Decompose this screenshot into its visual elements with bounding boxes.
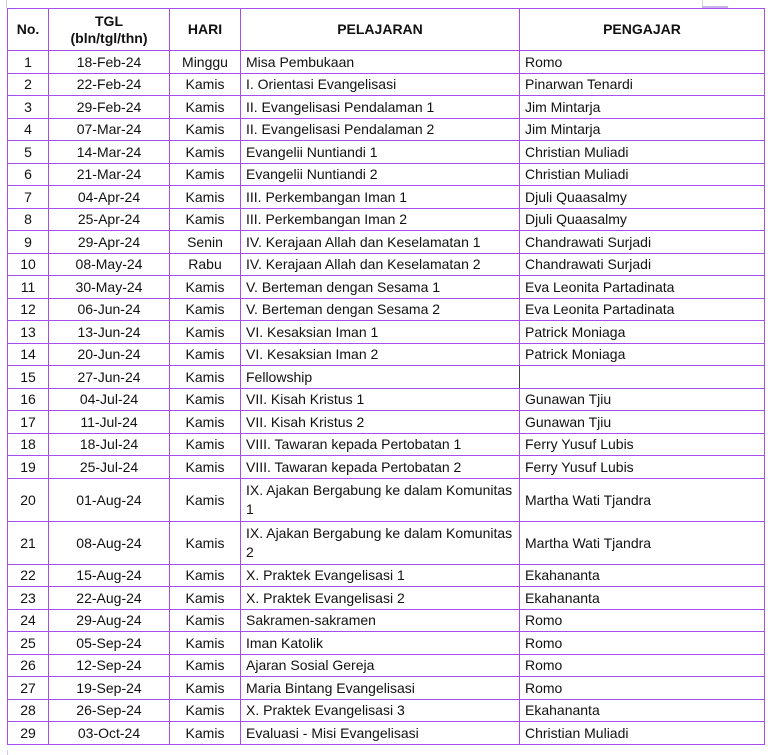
cell-pelajaran: Misa Pembukaan bbox=[241, 51, 520, 74]
cell-no: 26 bbox=[8, 654, 49, 677]
cell-hari: Minggu bbox=[170, 51, 241, 74]
cell-pengajar: Ekahananta bbox=[520, 587, 765, 610]
cell-hari: Kamis bbox=[170, 208, 241, 231]
cell-hari: Kamis bbox=[170, 388, 241, 411]
header-tgl-line2: (bln/tgl/thn) bbox=[70, 29, 148, 46]
cell-pengajar: Jim Mintarja bbox=[520, 96, 765, 119]
table-row bbox=[8, 411, 765, 434]
cell-pengajar: Chandrawati Surjadi bbox=[520, 231, 765, 254]
cell-tgl: 13-Jun-24 bbox=[49, 321, 170, 344]
cell-pelajaran: VII. Kisah Kristus 2 bbox=[241, 411, 520, 434]
cell-hari: Kamis bbox=[170, 298, 241, 321]
cell-tgl: 05-Sep-24 bbox=[49, 632, 170, 655]
cell-hari: Kamis bbox=[170, 186, 241, 209]
cell-hari: Kamis bbox=[170, 321, 241, 344]
cell-tgl: 15-Aug-24 bbox=[49, 564, 170, 587]
cell-no: 18 bbox=[8, 433, 49, 456]
cell-no: 22 bbox=[8, 564, 49, 587]
cell-pelajaran: Fellowship bbox=[241, 366, 520, 389]
cell-no: 1 bbox=[8, 51, 49, 74]
cell-pelajaran: Maria Bintang Evangelisasi bbox=[241, 677, 520, 700]
cell-hari: Kamis bbox=[170, 73, 241, 96]
table-row bbox=[8, 587, 765, 610]
cell-no: 11 bbox=[8, 276, 49, 299]
cell-no: 29 bbox=[8, 722, 49, 745]
cell-no: 20 bbox=[8, 478, 49, 521]
table-row bbox=[8, 51, 765, 74]
cell-no: 6 bbox=[8, 163, 49, 186]
cell-pelajaran: III. Perkembangan Iman 1 bbox=[241, 186, 520, 209]
table-row bbox=[8, 609, 765, 632]
cell-hari: Rabu bbox=[170, 253, 241, 276]
table-row bbox=[8, 163, 765, 186]
cell-tgl: 03-Oct-24 bbox=[49, 722, 170, 745]
cell-tgl: 04-Apr-24 bbox=[49, 186, 170, 209]
cell-tgl: 22-Feb-24 bbox=[49, 73, 170, 96]
table-row bbox=[8, 96, 765, 119]
cell-pelajaran: V. Berteman dengan Sesama 2 bbox=[241, 298, 520, 321]
table-row bbox=[8, 276, 765, 299]
cell-pengajar: Jim Mintarja bbox=[520, 118, 765, 141]
cell-hari: Kamis bbox=[170, 478, 241, 521]
cell-tgl: 19-Sep-24 bbox=[49, 677, 170, 700]
next-row-edge bbox=[7, 750, 765, 755]
cell-pelajaran: X. Praktek Evangelisasi 1 bbox=[241, 564, 520, 587]
table-row bbox=[8, 478, 765, 521]
cell-pengajar: Patrick Moniaga bbox=[520, 321, 765, 344]
cell-hari: Kamis bbox=[170, 632, 241, 655]
table-row bbox=[8, 456, 765, 479]
table-row bbox=[8, 677, 765, 700]
header-row bbox=[8, 9, 765, 51]
cell-tgl: 29-Apr-24 bbox=[49, 231, 170, 254]
cell-hari: Kamis bbox=[170, 699, 241, 722]
table-row bbox=[8, 366, 765, 389]
table-row bbox=[8, 321, 765, 344]
cell-pelajaran: VII. Kisah Kristus 1 bbox=[241, 388, 520, 411]
cell-hari: Kamis bbox=[170, 654, 241, 677]
header-no: No. bbox=[8, 9, 49, 51]
table-row bbox=[8, 253, 765, 276]
cell-pengajar: Romo bbox=[520, 51, 765, 74]
table-row bbox=[8, 564, 765, 587]
cell-tgl: 18-Jul-24 bbox=[49, 433, 170, 456]
cell-tgl: 29-Aug-24 bbox=[49, 609, 170, 632]
cell-pelajaran: Evangelii Nuntiandi 1 bbox=[241, 141, 520, 164]
header-pelajaran: PELAJARAN bbox=[241, 9, 520, 51]
cell-tgl: 06-Jun-24 bbox=[49, 298, 170, 321]
schedule-body bbox=[8, 51, 765, 745]
header-tgl bbox=[49, 9, 170, 51]
table-row bbox=[8, 73, 765, 96]
schedule-table bbox=[7, 8, 765, 745]
table-row bbox=[8, 433, 765, 456]
cell-no: 10 bbox=[8, 253, 49, 276]
cell-hari: Kamis bbox=[170, 722, 241, 745]
cell-pengajar: Gunawan Tjiu bbox=[520, 411, 765, 434]
cell-tgl: 11-Jul-24 bbox=[49, 411, 170, 434]
sheet-corner-line bbox=[0, 0, 7, 8]
cell-no: 9 bbox=[8, 231, 49, 254]
cell-pelajaran: X. Praktek Evangelisasi 3 bbox=[241, 699, 520, 722]
table-row bbox=[8, 141, 765, 164]
cell-pengajar: Romo bbox=[520, 609, 765, 632]
cell-hari: Kamis bbox=[170, 609, 241, 632]
cell-pelajaran: IV. Kerajaan Allah dan Keselamatan 1 bbox=[241, 231, 520, 254]
cell-hari: Kamis bbox=[170, 163, 241, 186]
cell-no: 16 bbox=[8, 388, 49, 411]
cell-pelajaran: II. Evangelisasi Pendalaman 1 bbox=[241, 96, 520, 119]
cell-no: 14 bbox=[8, 343, 49, 366]
cell-pelajaran: II. Evangelisasi Pendalaman 2 bbox=[241, 118, 520, 141]
cell-no: 15 bbox=[8, 366, 49, 389]
cell-pelajaran: IX. Ajakan Bergabung ke dalam Komunitas 2 bbox=[241, 521, 520, 564]
cell-tgl: 21-Mar-24 bbox=[49, 163, 170, 186]
cell-tgl: 26-Sep-24 bbox=[49, 699, 170, 722]
cell-no: 21 bbox=[8, 521, 49, 564]
cell-tgl: 18-Feb-24 bbox=[49, 51, 170, 74]
cell-no: 13 bbox=[8, 321, 49, 344]
table-row bbox=[8, 521, 765, 564]
table-row bbox=[8, 388, 765, 411]
cell-no: 25 bbox=[8, 632, 49, 655]
cell-no: 23 bbox=[8, 587, 49, 610]
cell-pelajaran: IV. Kerajaan Allah dan Keselamatan 2 bbox=[241, 253, 520, 276]
cell-no: 7 bbox=[8, 186, 49, 209]
cell-hari: Kamis bbox=[170, 433, 241, 456]
cell-pengajar: Ferry Yusuf Lubis bbox=[520, 433, 765, 456]
header-pengajar: PENGAJAR bbox=[520, 9, 765, 51]
cell-pelajaran: Sakramen-sakramen bbox=[241, 609, 520, 632]
cell-hari: Kamis bbox=[170, 343, 241, 366]
cell-pelajaran: VI. Kesaksian Iman 2 bbox=[241, 343, 520, 366]
cell-pengajar: Eva Leonita Partadinata bbox=[520, 298, 765, 321]
cell-pengajar: Djuli Quaasalmy bbox=[520, 186, 765, 209]
cell-pengajar: Ferry Yusuf Lubis bbox=[520, 456, 765, 479]
cell-no: 27 bbox=[8, 677, 49, 700]
cell-pengajar: Chandrawati Surjadi bbox=[520, 253, 765, 276]
cell-no: 19 bbox=[8, 456, 49, 479]
cell-tgl: 01-Aug-24 bbox=[49, 478, 170, 521]
cell-pelajaran: Ajaran Sosial Gereja bbox=[241, 654, 520, 677]
cell-no: 5 bbox=[8, 141, 49, 164]
cell-pengajar: Patrick Moniaga bbox=[520, 343, 765, 366]
table-row bbox=[8, 208, 765, 231]
cell-pengajar: Ekahananta bbox=[520, 699, 765, 722]
cell-hari: Kamis bbox=[170, 677, 241, 700]
cell-tgl: 25-Jul-24 bbox=[49, 456, 170, 479]
cell-hari: Kamis bbox=[170, 587, 241, 610]
cell-pengajar: Pinarwan Tenardi bbox=[520, 73, 765, 96]
cell-hari: Kamis bbox=[170, 411, 241, 434]
cell-hari: Kamis bbox=[170, 366, 241, 389]
cell-pengajar: Christian Muliadi bbox=[520, 722, 765, 745]
cell-pelajaran: Evaluasi - Misi Evangelisasi bbox=[241, 722, 520, 745]
cell-no: 2 bbox=[8, 73, 49, 96]
cell-pelajaran: VIII. Tawaran kepada Pertobatan 1 bbox=[241, 433, 520, 456]
cell-pelajaran: V. Berteman dengan Sesama 1 bbox=[241, 276, 520, 299]
cell-no: 24 bbox=[8, 609, 49, 632]
cell-no: 8 bbox=[8, 208, 49, 231]
cell-tgl: 04-Jul-24 bbox=[49, 388, 170, 411]
cell-pengajar: Gunawan Tjiu bbox=[520, 388, 765, 411]
cell-no: 3 bbox=[8, 96, 49, 119]
cell-pelajaran: VIII. Tawaran kepada Pertobatan 2 bbox=[241, 456, 520, 479]
cell-tgl: 27-Jun-24 bbox=[49, 366, 170, 389]
cell-tgl: 20-Jun-24 bbox=[49, 343, 170, 366]
cell-pengajar: Djuli Quaasalmy bbox=[520, 208, 765, 231]
header-hari: HARI bbox=[170, 9, 241, 51]
cell-tgl: 25-Apr-24 bbox=[49, 208, 170, 231]
table-row bbox=[8, 118, 765, 141]
cell-pengajar bbox=[520, 366, 765, 389]
cell-pelajaran: Iman Katolik bbox=[241, 632, 520, 655]
cell-no: 12 bbox=[8, 298, 49, 321]
cell-hari: Kamis bbox=[170, 521, 241, 564]
cell-pengajar: Eva Leonita Partadinata bbox=[520, 276, 765, 299]
cell-no: 4 bbox=[8, 118, 49, 141]
cell-pengajar: Christian Muliadi bbox=[520, 163, 765, 186]
cell-pengajar: Romo bbox=[520, 632, 765, 655]
cell-hari: Kamis bbox=[170, 276, 241, 299]
cell-no: 28 bbox=[8, 699, 49, 722]
cell-pengajar: Martha Wati Tjandra bbox=[520, 521, 765, 564]
cell-tgl: 07-Mar-24 bbox=[49, 118, 170, 141]
cell-no: 17 bbox=[8, 411, 49, 434]
cell-pengajar: Christian Muliadi bbox=[520, 141, 765, 164]
cell-tgl: 08-Aug-24 bbox=[49, 521, 170, 564]
cell-pelajaran: X. Praktek Evangelisasi 2 bbox=[241, 587, 520, 610]
header-tgl-line1: TGL bbox=[95, 12, 123, 29]
cell-pengajar: Ekahananta bbox=[520, 564, 765, 587]
cell-hari: Kamis bbox=[170, 141, 241, 164]
table-row bbox=[8, 722, 765, 745]
cell-hari: Senin bbox=[170, 231, 241, 254]
table-row bbox=[8, 298, 765, 321]
cell-tgl: 08-May-24 bbox=[49, 253, 170, 276]
cell-pelajaran: Evangelii Nuntiandi 2 bbox=[241, 163, 520, 186]
cell-hari: Kamis bbox=[170, 118, 241, 141]
cell-tgl: 12-Sep-24 bbox=[49, 654, 170, 677]
table-row bbox=[8, 231, 765, 254]
table-row bbox=[8, 186, 765, 209]
cell-hari: Kamis bbox=[170, 564, 241, 587]
table-row bbox=[8, 632, 765, 655]
cell-pengajar: Romo bbox=[520, 677, 765, 700]
cell-hari: Kamis bbox=[170, 456, 241, 479]
cell-pengajar: Martha Wati Tjandra bbox=[520, 478, 765, 521]
cell-pengajar: Romo bbox=[520, 654, 765, 677]
cell-tgl: 30-May-24 bbox=[49, 276, 170, 299]
table-row bbox=[8, 699, 765, 722]
cell-pelajaran: I. Orientasi Evangelisasi bbox=[241, 73, 520, 96]
cell-pelajaran: VI. Kesaksian Iman 1 bbox=[241, 321, 520, 344]
cell-hari: Kamis bbox=[170, 96, 241, 119]
table-row bbox=[8, 654, 765, 677]
cell-pelajaran: III. Perkembangan Iman 2 bbox=[241, 208, 520, 231]
cell-tgl: 14-Mar-24 bbox=[49, 141, 170, 164]
cell-tgl: 29-Feb-24 bbox=[49, 96, 170, 119]
table-row bbox=[8, 343, 765, 366]
cell-pelajaran: IX. Ajakan Bergabung ke dalam Komunitas 1 bbox=[241, 478, 520, 521]
cell-tgl: 22-Aug-24 bbox=[49, 587, 170, 610]
